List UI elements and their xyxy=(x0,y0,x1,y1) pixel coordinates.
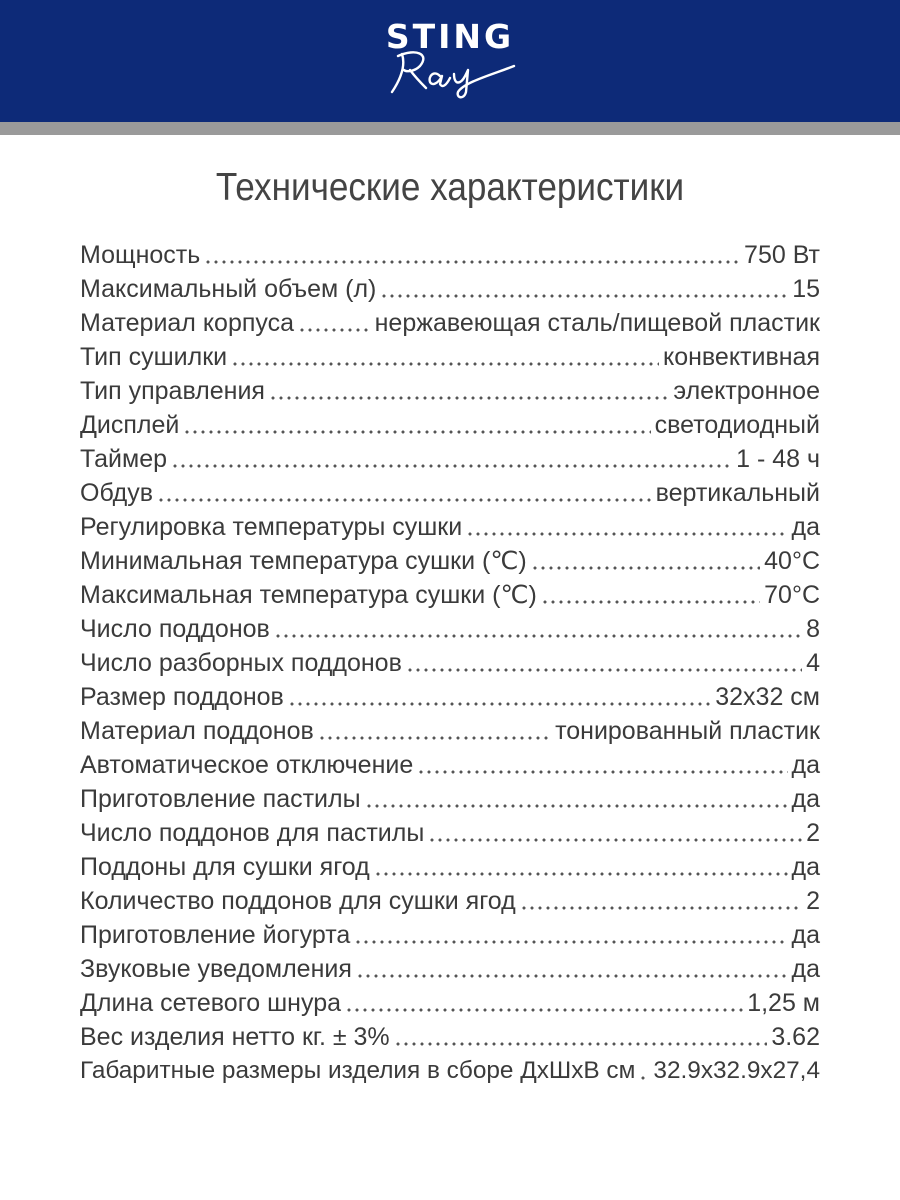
spec-row xyxy=(80,918,820,952)
header-stripe xyxy=(0,122,900,135)
spec-row xyxy=(80,1020,820,1054)
spec-row xyxy=(80,544,820,578)
brand-script-logo xyxy=(384,40,524,100)
spec-row xyxy=(80,510,820,544)
dot-leader xyxy=(466,531,787,537)
dot-leader xyxy=(406,667,802,673)
spec-label: Приготовление пастилы xyxy=(80,785,361,813)
spec-value: да xyxy=(791,955,820,983)
spec-label: Приготовление йогурта xyxy=(80,921,351,949)
spec-row xyxy=(80,680,820,714)
spec-value: 32.9х32.9х27,4 xyxy=(653,1057,820,1084)
spec-value: да xyxy=(791,751,820,779)
spec-label: Материал поддонов xyxy=(80,717,314,745)
spec-value: вертикальный xyxy=(655,479,820,507)
spec-row xyxy=(80,476,820,510)
dot-leader xyxy=(288,701,711,707)
spec-value: да xyxy=(791,785,820,813)
spec-value: 750 Вт xyxy=(744,241,820,269)
spec-label: Тип управления xyxy=(80,377,265,405)
spec-label: Регулировка температуры сушки xyxy=(80,513,463,541)
dot-leader xyxy=(374,871,788,877)
dot-leader xyxy=(274,633,802,639)
spec-row xyxy=(80,884,820,918)
spec-label: Вес изделия нетто кг. ± 3% xyxy=(80,1023,390,1051)
spec-value: да xyxy=(791,853,820,881)
spec-value: 40°С xyxy=(764,547,820,575)
dot-leader xyxy=(204,259,740,265)
dot-leader xyxy=(394,1041,768,1047)
spec-label: Тип сушилки xyxy=(80,343,228,371)
spec-row xyxy=(80,442,820,476)
spec-label: Длина сетевого шнура xyxy=(80,989,341,1017)
spec-row xyxy=(80,646,820,680)
spec-label: Дисплей xyxy=(80,411,180,439)
spec-value: 1 - 48 ч xyxy=(736,445,820,473)
spec-value: 32х32 см xyxy=(715,683,820,711)
spec-row xyxy=(80,306,820,340)
dot-leader xyxy=(354,939,787,945)
spec-label: Максимальная температура сушки (℃) xyxy=(80,581,537,609)
dot-leader xyxy=(183,429,650,435)
spec-label: Размер поддонов xyxy=(80,683,284,711)
spec-label: Обдув xyxy=(80,479,154,507)
spec-value: да xyxy=(791,513,820,541)
spec-label: Таймер xyxy=(80,445,168,473)
spec-value: 4 xyxy=(806,649,820,677)
spec-row xyxy=(80,748,820,782)
dot-leader xyxy=(417,769,787,775)
dot-leader xyxy=(639,1075,649,1081)
dot-leader xyxy=(365,803,788,809)
spec-value: 8 xyxy=(806,615,820,643)
spec-label: Число разборных поддонов xyxy=(80,649,402,677)
spec-label: Число поддонов для пастилы xyxy=(80,819,425,847)
dot-leader xyxy=(428,837,802,843)
spec-label: Минимальная температура сушки (℃) xyxy=(80,547,527,575)
spec-row xyxy=(80,850,820,884)
spec-value: 2 xyxy=(806,887,820,915)
dot-leader xyxy=(380,293,788,299)
spec-row xyxy=(80,782,820,816)
spec-value: электронное xyxy=(673,377,820,405)
spec-label: Мощность xyxy=(80,241,201,269)
dot-leader xyxy=(318,735,551,741)
spec-row xyxy=(80,816,820,850)
spec-label: Число поддонов xyxy=(80,615,270,643)
spec-value: 3.62 xyxy=(771,1023,820,1051)
dot-leader xyxy=(298,327,371,333)
spec-value: нержавеющая сталь/пищевой пластик xyxy=(374,309,820,337)
spec-row xyxy=(80,714,820,748)
brand-name: STING xyxy=(385,17,515,56)
dot-leader xyxy=(531,565,760,571)
spec-label: Автоматическое отключение xyxy=(80,751,414,779)
spec-label: Звуковые уведомления xyxy=(80,955,352,983)
dot-leader xyxy=(520,905,802,911)
spec-label: Габаритные размеры изделия в сборе ДхШхВ см xyxy=(80,1057,636,1084)
spec-value: тонированный пластик xyxy=(555,717,820,745)
page-title: Технические характеристики xyxy=(215,166,685,209)
spec-value: конвективная xyxy=(663,343,820,371)
spec-row xyxy=(80,612,820,646)
spec-row xyxy=(80,952,820,986)
spec-row xyxy=(80,1054,820,1088)
spec-row xyxy=(80,578,820,612)
spec-label: Поддоны для сушки ягод xyxy=(80,853,370,881)
spec-row xyxy=(80,238,820,272)
spec-row xyxy=(80,986,820,1020)
spec-value: светодиодный xyxy=(654,411,820,439)
spec-list xyxy=(80,238,820,1088)
spec-value: 1,25 м xyxy=(747,989,820,1017)
spec-label: Количество поддонов для сушки ягод xyxy=(80,887,516,915)
spec-label: Максимальный объем (л) xyxy=(80,275,377,303)
dot-leader xyxy=(157,497,652,503)
dot-leader xyxy=(345,1007,743,1013)
spec-row xyxy=(80,408,820,442)
dot-leader xyxy=(231,361,659,367)
dot-leader xyxy=(541,599,760,605)
dot-leader xyxy=(269,395,669,401)
spec-value: 15 xyxy=(792,275,820,303)
dot-leader xyxy=(356,973,788,979)
dot-leader xyxy=(171,463,732,469)
spec-label: Материал корпуса xyxy=(80,309,295,337)
spec-row xyxy=(80,374,820,408)
spec-row xyxy=(80,340,820,374)
header-band xyxy=(0,0,900,122)
spec-value: 2 xyxy=(806,819,820,847)
spec-value: 70°С xyxy=(764,581,820,609)
spec-value: да xyxy=(791,921,820,949)
spec-row xyxy=(80,272,820,306)
